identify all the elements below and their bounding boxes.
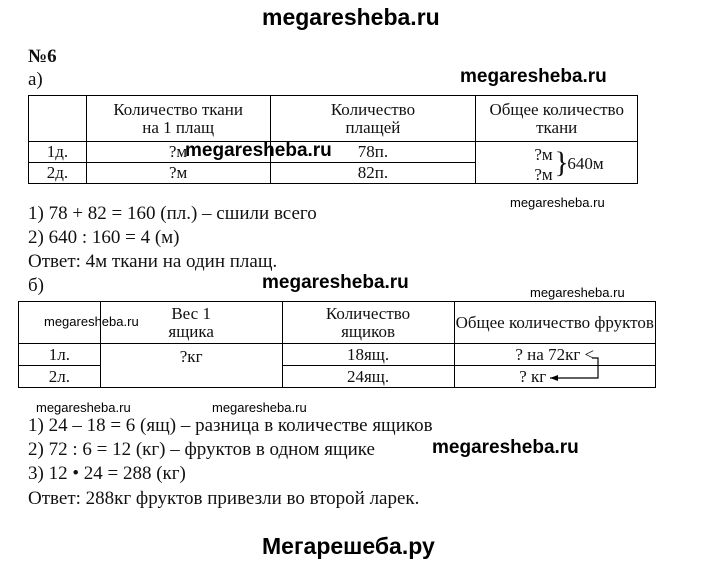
table-b-count: 18ящ.: [282, 344, 454, 366]
watermark-b-sol-right: megaresheba.ru: [432, 437, 579, 458]
table-a-total-1: ?м: [534, 145, 553, 164]
watermark-a-small: megaresheba.ru: [510, 195, 605, 210]
table-a-total-2: ?м: [534, 165, 553, 184]
table-a-count: 78п.: [270, 142, 476, 163]
table-b-header-total: Общее количество фруктов: [454, 302, 655, 344]
table-b-header-count: Количество ящиков: [282, 302, 454, 344]
table-a-corner: [29, 96, 87, 142]
table-a-per-item: ?м: [86, 163, 270, 184]
arrow-icon: [540, 352, 610, 388]
part-b-answer: Ответ: 288кг фруктов привезли во второй ларек.: [28, 488, 420, 509]
part-a-answer: Ответ: 4м ткани на один плащ.: [28, 251, 278, 272]
watermark-b-small: megaresheba.ru: [530, 285, 625, 300]
watermark-top: megaresheba.ru: [262, 4, 440, 30]
table-a-total-cell: [476, 142, 638, 184]
task-number: №6: [28, 46, 57, 67]
part-a-solution-1: 1) 78 + 82 = 160 (пл.) – сшили всего: [28, 203, 317, 224]
table-a-header-count: Количество плащей: [270, 96, 476, 142]
part-a-label: а): [28, 69, 43, 90]
table-b-count: 24ящ.: [282, 366, 454, 388]
table-a-row-label: 2д.: [29, 163, 87, 184]
watermark-a-table: megaresheba.ru: [185, 140, 332, 161]
table-a-total-sum: 640м: [567, 154, 604, 173]
part-b-solution-2: 2) 72 : 6 = 12 (кг) – фруктов в одном ящике: [28, 439, 375, 460]
table-b-header-weight: Вес 1 ящика: [100, 302, 282, 344]
table-a-row-label: 1д.: [29, 142, 87, 163]
watermark-bottom-mid: megaresheba.ru: [212, 400, 307, 415]
watermark-footer: Мегарешеба.ру: [262, 533, 435, 559]
table-b-total-1: ? на 72кг <: [454, 344, 655, 366]
watermark-b-cell: megaresheba.ru: [44, 314, 139, 329]
watermark-a1: megaresheba.ru: [460, 66, 607, 87]
table-b-row-label: 1л.: [19, 344, 101, 366]
brace-icon: }: [554, 146, 569, 179]
table-a: [28, 95, 638, 184]
table-b-row-label: 2л.: [19, 366, 101, 388]
table-b-total-2: ? кг: [454, 366, 655, 388]
part-b-label: б): [28, 275, 44, 296]
watermark-b-mid: megaresheba.ru: [262, 272, 409, 293]
table-a-per-item: ?м: [86, 142, 270, 163]
table-b-weight: ?кг: [100, 344, 282, 388]
watermark-bottom-left: megaresheba.ru: [36, 400, 131, 415]
part-b-solution-1: 1) 24 – 18 = 6 (ящ) – разница в количестве ящиков: [28, 415, 433, 436]
table-a-header-per-item: Количество ткани на 1 плащ: [86, 96, 270, 142]
part-a-solution-2: 2) 640 : 160 = 4 (м): [28, 227, 180, 248]
part-b-solution-3: 3) 12 • 24 = 288 (кг): [28, 463, 186, 484]
table-a-header-total: Общее количество ткани: [476, 96, 638, 142]
table-a-count: 82п.: [270, 163, 476, 184]
